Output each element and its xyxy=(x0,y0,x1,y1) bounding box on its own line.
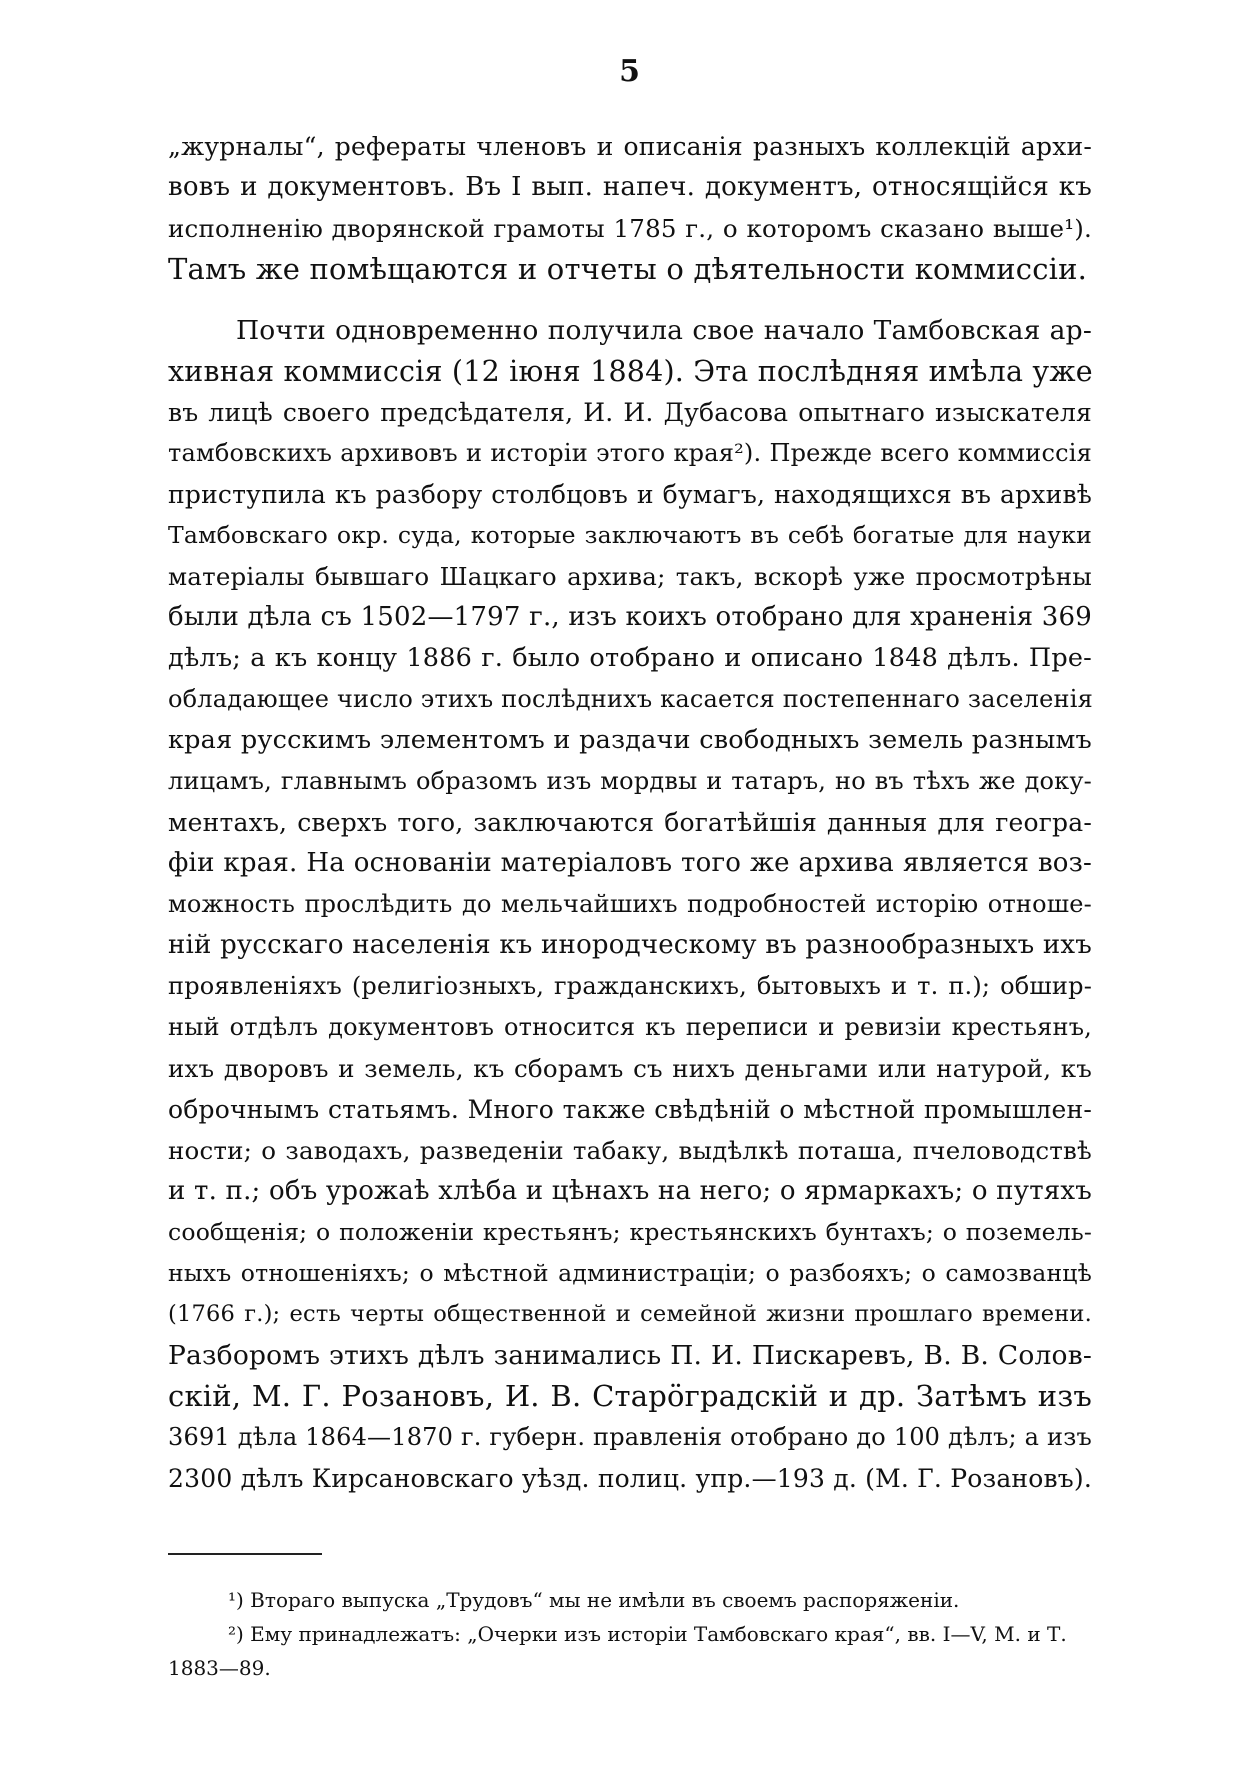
footnote-2-continuation: 1883—89. xyxy=(168,1656,271,1680)
text-line: Тамъ же помѣщаются и отчеты о дѣятельности коммиссіи. xyxy=(168,252,1088,286)
paragraph-1 xyxy=(168,126,1092,290)
text-line: хивная коммиссія (12 іюня 1884). Эта послѣдняя имѣла уже xyxy=(168,355,1093,388)
text-line: ныхъ отношеніяхъ; о мѣстной администраціи; о разбояхъ; о самозванцѣ xyxy=(168,1259,1092,1287)
footnote-1: ¹) Втораго выпуска „Трудовъ“ мы не имѣли въ своемъ распоряженіи. xyxy=(228,1588,960,1612)
text-line: 3691 дѣла 1864—1870 г. губерн. правленія отобрано до 100 дѣлъ; а изъ xyxy=(168,1423,1092,1451)
text-line: фіи края. На основаніи матеріаловъ того же архива является воз- xyxy=(168,848,1092,878)
text-line: ихъ дворовъ и земель, къ сборамъ съ нихъ деньгами или натурой, къ xyxy=(168,1054,1092,1083)
paragraph-2 xyxy=(168,310,1092,1499)
text-line: приступила къ разбору столбцовъ и бумагъ, находящихся въ архивѣ xyxy=(168,480,1092,509)
text-line: ный отдѣлъ документовъ относится къ переписи и ревизіи крестьянъ, xyxy=(168,1013,1092,1041)
text-line: Разборомъ этихъ дѣлъ занимались П. И. Пискаревъ, В. В. Солов- xyxy=(168,1340,1092,1371)
text-line: вовъ и документовъ. Въ I вып. напеч. документъ, относящійся къ xyxy=(168,172,1092,202)
text-line: исполненію дворянской грамоты 1785 г., о которомъ сказано выше¹). xyxy=(168,214,1092,243)
text-line: ности; о заводахъ, разведеніи табаку, выдѣлкѣ поташа, пчеловодствѣ xyxy=(168,1136,1092,1165)
text-line: Почти одновременно получила свое начало Тамбовская ар- xyxy=(236,315,1092,346)
footnote-separator xyxy=(168,1553,322,1555)
text-line: скій, М. Г. Розановъ, И. В. Старöградскій и др. Затѣмъ изъ xyxy=(168,1379,1092,1413)
text-line: проявленіяхъ (религіозныхъ, гражданскихъ, бытовыхъ и т. п.); обшир- xyxy=(168,972,1092,1000)
text-line: (1766 г.); есть черты общественной и семейной жизни прошлаго времени. xyxy=(168,1301,1092,1327)
text-line: оброчнымъ статьямъ. Много также свѣдѣній о мѣстной промышлен- xyxy=(168,1095,1092,1124)
text-line: матеріалы бывшаго Шацкаго архива; такъ, вскорѣ уже просмотрѣны xyxy=(168,562,1092,591)
text-line: „журналы“, рефераты членовъ и описанія разныхъ коллекцій архи- xyxy=(168,132,1092,161)
text-line: можность прослѣдить до мельчайшихъ подробностей исторію отноше- xyxy=(168,890,1092,918)
text-line: ментахъ, сверхъ того, заключаются богатѣйшія данныя для геогра- xyxy=(168,808,1092,837)
text-line: и т. п.; объ урожаѣ хлѣба и цѣнахъ на него; о ярмаркахъ; о путяхъ xyxy=(168,1176,1092,1206)
text-line: обладающее число этихъ послѣднихъ касается постепеннаго заселенія xyxy=(168,685,1093,713)
text-line: были дѣла съ 1502—1797 г., изъ коихъ отобрано для храненія 369 xyxy=(168,602,1092,632)
text-line: сообщенія; о положеніи крестьянъ; крестьянскихъ бунтахъ; о поземель- xyxy=(168,1218,1092,1246)
page-number: 5 xyxy=(619,54,640,89)
body-text xyxy=(168,126,1092,1499)
text-line: лицамъ, главнымъ образомъ изъ мордвы и татаръ, но въ тѣхъ же доку- xyxy=(168,767,1092,795)
text-line: ній русскаго населенія къ инородческому въ разнообразныхъ ихъ xyxy=(168,930,1092,960)
text-line: дѣлъ; а къ концу 1886 г. было отобрано и описано 1848 дѣлъ. Пре- xyxy=(168,643,1092,673)
text-line: въ лицѣ своего предсѣдателя, И. И. Дубасова опытнаго изыскателя xyxy=(168,398,1092,427)
text-line: тамбовскихъ архивовъ и исторіи этого края²). Прежде всего коммиссія xyxy=(168,439,1092,467)
text-line: 2300 дѣлъ Кирсановскаго уѣзд. полиц. упр.—193 д. (М. Г. Розановъ). xyxy=(168,1464,1093,1493)
text-line: Тамбовскаго окр. суда, которые заключаютъ въ себѣ богатые для науки xyxy=(168,521,1092,549)
footnotes xyxy=(168,1583,1092,1685)
footnote-2: ²) Ему принадлежатъ: „Очерки изъ исторіи Тамбовскаго края“, вв. I—V, М. и Т. xyxy=(228,1622,1067,1646)
text-line: края русскимъ элементомъ и раздачи свободныхъ земель разнымъ xyxy=(168,725,1092,755)
